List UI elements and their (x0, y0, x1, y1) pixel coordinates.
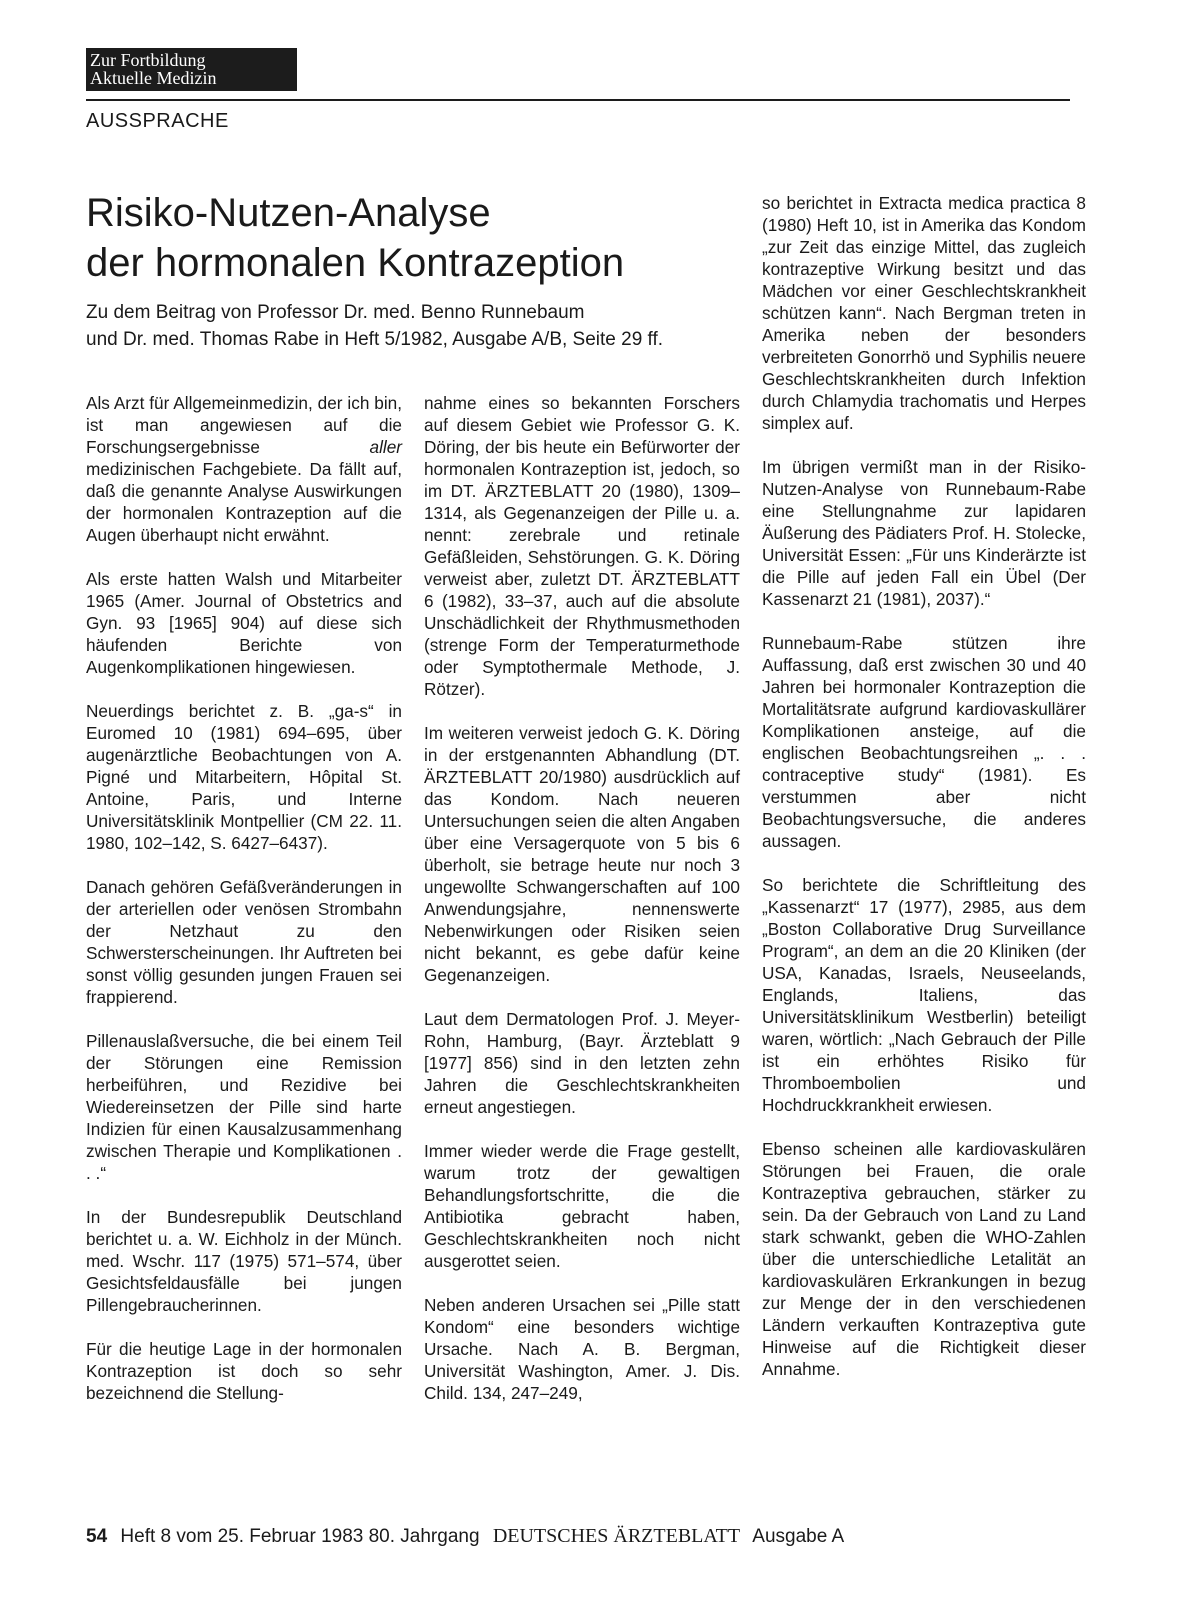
paragraph: Neben anderen Ursachen sei „Pille statt Kondom“ eine besonders wichtige Ursache. Nach A. B. Bergman, Universität Washington, Amer. J. Dis. Child. 134, 247–249, (424, 1295, 740, 1403)
paragraph: Neuerdings berichtet z. B. „ga-s“ in Euromed 10 (1981) 694–695, über augenärztliche Beobachtungen von A. Pigné und Mitarbeitern, Hôpital St. Antoine, Paris, und Interne Universitätsklinik Montpellier (CM 22. 11. 1980, 102–142, S. 6427–6437). (86, 701, 402, 853)
title-line-1: Risiko-Nutzen-Analyse (86, 191, 491, 235)
header-line-1: Zur Fortbildung (90, 50, 206, 70)
section-header-box (86, 48, 297, 91)
paragraph: In der Bundesrepublik Deutschland berichtet u. a. W. Eichholz in der Münch. med. Wschr. 117 (1975) 571–574, über Gesichtsfeldausfälle bei jungen Pillengebraucherinnen. (86, 1207, 402, 1315)
paragraph: Immer wieder werde die Frage gestellt, warum trotz der gewaltigen Behandlungsfortschritte, die die Antibiotika gebracht haben, Geschlechtskrankheiten noch nicht ausgerottet seien. (424, 1141, 740, 1271)
article-title (86, 188, 746, 288)
paragraph: so berichtet in Extracta medica practica 8 (1980) Heft 10, ist in Amerika das Kondom „zur Zeit das einzige Mittel, das zugleich kontrazeptive Wirkung besitzt und das Mädchen vor einer Geschlechtskrankheit schützen kann“. Nach Bergman treten in Amerika neben der besonders verbreiteten Gonorrhö und Syphilis neuere Geschlechtskrankheiten durch Infektion durch Chlamydia trachomatis und Herpes simplex auf. (762, 193, 1086, 433)
paragraph: Pillenauslaßversuche, die bei einem Teil der Störungen eine Remission herbeiführen, und Rezidive bei Wiedereinsetzen der Pille sind harte Indizien für einen Kausalzusammenhang zwischen Therapie und Komplikationen . . .“ (86, 1031, 402, 1183)
page-footer (86, 1525, 844, 1548)
paragraph: Runnebaum-Rabe stützen ihre Auffassung, daß erst zwischen 30 und 40 Jahren bei hormonaler Kontrazeption die Mortalitätsrate aufgrund kardiovaskullärer Komplikationen ansteige, auf die englischen Beobachtungsreihen „. . . contraceptive study“ (1981). Es verstummen aber nicht Beobachtungsversuche, die anderes aussagen. (762, 633, 1086, 851)
text-column-1 (86, 392, 402, 1426)
paragraph: Ebenso scheinen alle kardiovaskulären Störungen bei Frauen, die orale Kontrazeptiva gebrauchen, stärker zu sein. Da der Gebrauch von Land zu Land stark schwankt, geben die WHO-Zahlen über die unterschiedliche Letalität an kardiovaskulären Erkrankungen in bezug zur Menge der in den verschiedenen Ländern verkauften Kontrazeptiva gute Hinweise auf die Richtigkeit dieser Annahme. (762, 1139, 1086, 1379)
section-label: AUSSPRACHE (86, 110, 229, 132)
paragraph: Als Arzt für Allgemeinmedizin, der ich bin, ist man angewiesen auf die Forschungsergebnisse aller medizinischen Fachgebiete. Da fällt auf, daß die genannte Analyse Auswirkungen der hormonalen Kontrazeption auf die Augen überhaupt nicht erwähnt. (86, 393, 402, 545)
header-rule (86, 99, 1070, 101)
paragraph: Im übrigen vermißt man in der Risiko-Nutzen-Analyse von Runnebaum-Rabe eine Stellungnahme zur lapidaren Äußerung des Pädiaters Prof. H. Stolecke, Universität Essen: „Für uns Kinderärzte ist die Pille auf jeden Fall ein Übel (Der Kassenarzt 21 (1981), 2037).“ (762, 457, 1086, 609)
page-number: 54 (86, 1526, 108, 1547)
paragraph: Laut dem Dermatologen Prof. J. Meyer-Rohn, Hamburg, (Bayr. Ärzteblatt 9 [1977] 856) sind in den letzten zehn Jahren die Geschlechtskrankheiten erneut angestiegen. (424, 1009, 740, 1117)
subtitle-line-1: Zu dem Beitrag von Professor Dr. med. Benno Runnebaum (86, 302, 585, 323)
paragraph: Im weiteren verweist jedoch G. K. Döring in der erstgenannten Abhandlung (DT. ÄRZTEBLATT 20/1980) ausdrücklich auf das Kondom. Nach neueren Untersuchungen seien die alten Angaben über eine Versagerquote von 5 bis 6 überholt, sie betrage heute nur noch 3 ungewollte Schwangerschaften auf 100 Anwendungsjahre, nennenswerte Nebenwirkungen oder Risiken seien nicht bekannt, es gebe dafür keine Gegenanzeigen. (424, 723, 740, 985)
header-line-2: Aktuelle Medizin (90, 68, 217, 88)
title-line-2: der hormonalen Kontrazeption (86, 241, 625, 285)
paragraph: Für die heutige Lage in der hormonalen Kontrazeption ist doch so sehr bezeichnend die Stellung- (86, 1339, 402, 1403)
paragraph: Als erste hatten Walsh und Mitarbeiter 1965 (Amer. Journal of Obstetrics and Gyn. 93 [1965] 904) auf diese sich häufenden Berichte von Augenkomplikationen hingewiesen. (86, 569, 402, 677)
issue-info: Heft 8 vom 25. Februar 1983 80. Jahrgang (120, 1526, 480, 1547)
paragraph: Danach gehören Gefäßveränderungen in der arteriellen oder venösen Strombahn der Netzhaut zu den Schwersterscheinungen. Ihr Auftreten bei sonst völlig gesunden jungen Frauen sei frappierend. (86, 877, 402, 1007)
text-column-3 (762, 192, 1086, 1402)
text-column-2 (424, 392, 740, 1426)
paragraph: nahme eines so bekannten Forschers auf diesem Gebiet wie Professor G. K. Döring, der bis heute ein Befürworter der hormonalen Kontrazeption ist, jedoch, so im DT. ÄRZTEBLATT 20 (1980), 1309–1314, als Gegenanzeigen der Pille u. a. nennt: zerebrale und retinale Gefäßleiden, Sehstörungen. G. K. Döring verweist aber, zuletzt DT. ÄRZTEBLATT 6 (1982), 33–37, auch auf die absolute Unschädlichkeit der Rhythmusmethoden (strenge Form der Temperaturmethode oder Symptothermale Methode, J. Rötzer). (424, 393, 740, 699)
subtitle-line-2: und Dr. med. Thomas Rabe in Heft 5/1982, Ausgabe A/B, Seite 29 ff. (86, 329, 664, 350)
paragraph: So berichtete die Schriftleitung des „Kassenarzt“ 17 (1977), 2985, aus dem „Boston Collaborative Drug Surveillance Program“, an dem an die 20 Kliniken (der USA, Kanadas, Israels, Neuseelands, Englands, Italiens, das Universitätsklinikum Westberlin) beteiligt waren, wörtlich: „Nach Gebrauch der Pille ist ein erhöhtes Risiko für Thromboembolien und Hochdruckkrankheit erwiesen. (762, 875, 1086, 1115)
article-subtitle (86, 299, 756, 353)
journal-name: DEUTSCHES ÄRZTEBLATT (492, 1525, 741, 1547)
edition: Ausgabe A (752, 1526, 845, 1547)
